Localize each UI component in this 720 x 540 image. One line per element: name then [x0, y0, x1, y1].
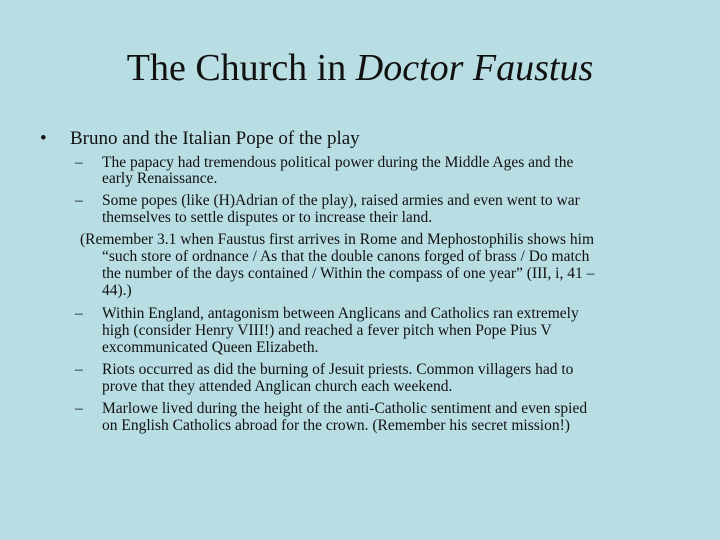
sub-bullet-text: excommunicated Queen Elizabeth.	[102, 339, 319, 356]
sub-bullet-text: The papacy had tremendous political power during the Middle Ages and the	[102, 154, 574, 171]
sub-bullet-text: themselves to settle disputes or to increase their land.	[102, 209, 433, 226]
title-italic-text: Doctor Faustus	[355, 47, 594, 89]
dash-icon: –	[75, 192, 83, 209]
sub-bullet-text: on English Catholics abroad for the crown. (Remember his secret mission!)	[102, 417, 570, 434]
slide-title	[0, 44, 720, 92]
sub-bullet-text: Some popes (like (H)Adrian of the play), raised armies and even went to war	[102, 192, 580, 209]
sub-bullet-text: early Renaissance.	[102, 170, 218, 187]
remember-text: (Remember 3.1 when Faustus first arrives in Rome and Mephostophilis shows him	[80, 231, 595, 248]
sub-bullet-text: Riots occurred as did the burning of Jesuit priests. Common villagers had to	[102, 361, 574, 378]
sub-bullet-text: Within England, antagonism between Anglicans and Catholics ran extremely	[102, 305, 579, 322]
bullet-text: Bruno and the Italian Pope of the play	[70, 128, 360, 149]
sub-bullet-text: high (consider Henry VIII!) and reached a fever pitch when Pope Pius V	[102, 322, 552, 339]
dash-icon: –	[75, 305, 83, 322]
sub-bullet-text: prove that they attended Anglican church each weekend.	[102, 378, 453, 395]
remember-text: 44).)	[102, 282, 132, 299]
bullet-item	[40, 128, 360, 150]
title-text: The Church in	[126, 47, 356, 89]
sub-bullet-text: Marlowe lived during the height of the anti-Catholic sentiment and even spied	[102, 400, 588, 417]
remember-text: “such store of ordnance / As that the double canons forged of brass / Do match	[102, 248, 590, 265]
dash-icon: –	[75, 400, 83, 417]
dash-icon: –	[75, 154, 83, 171]
bullet-dot-icon: •	[40, 128, 47, 149]
remember-text: the number of the days contained / Within the compass of one year” (III, i, 41 –	[102, 265, 595, 282]
dash-icon: –	[75, 361, 83, 378]
